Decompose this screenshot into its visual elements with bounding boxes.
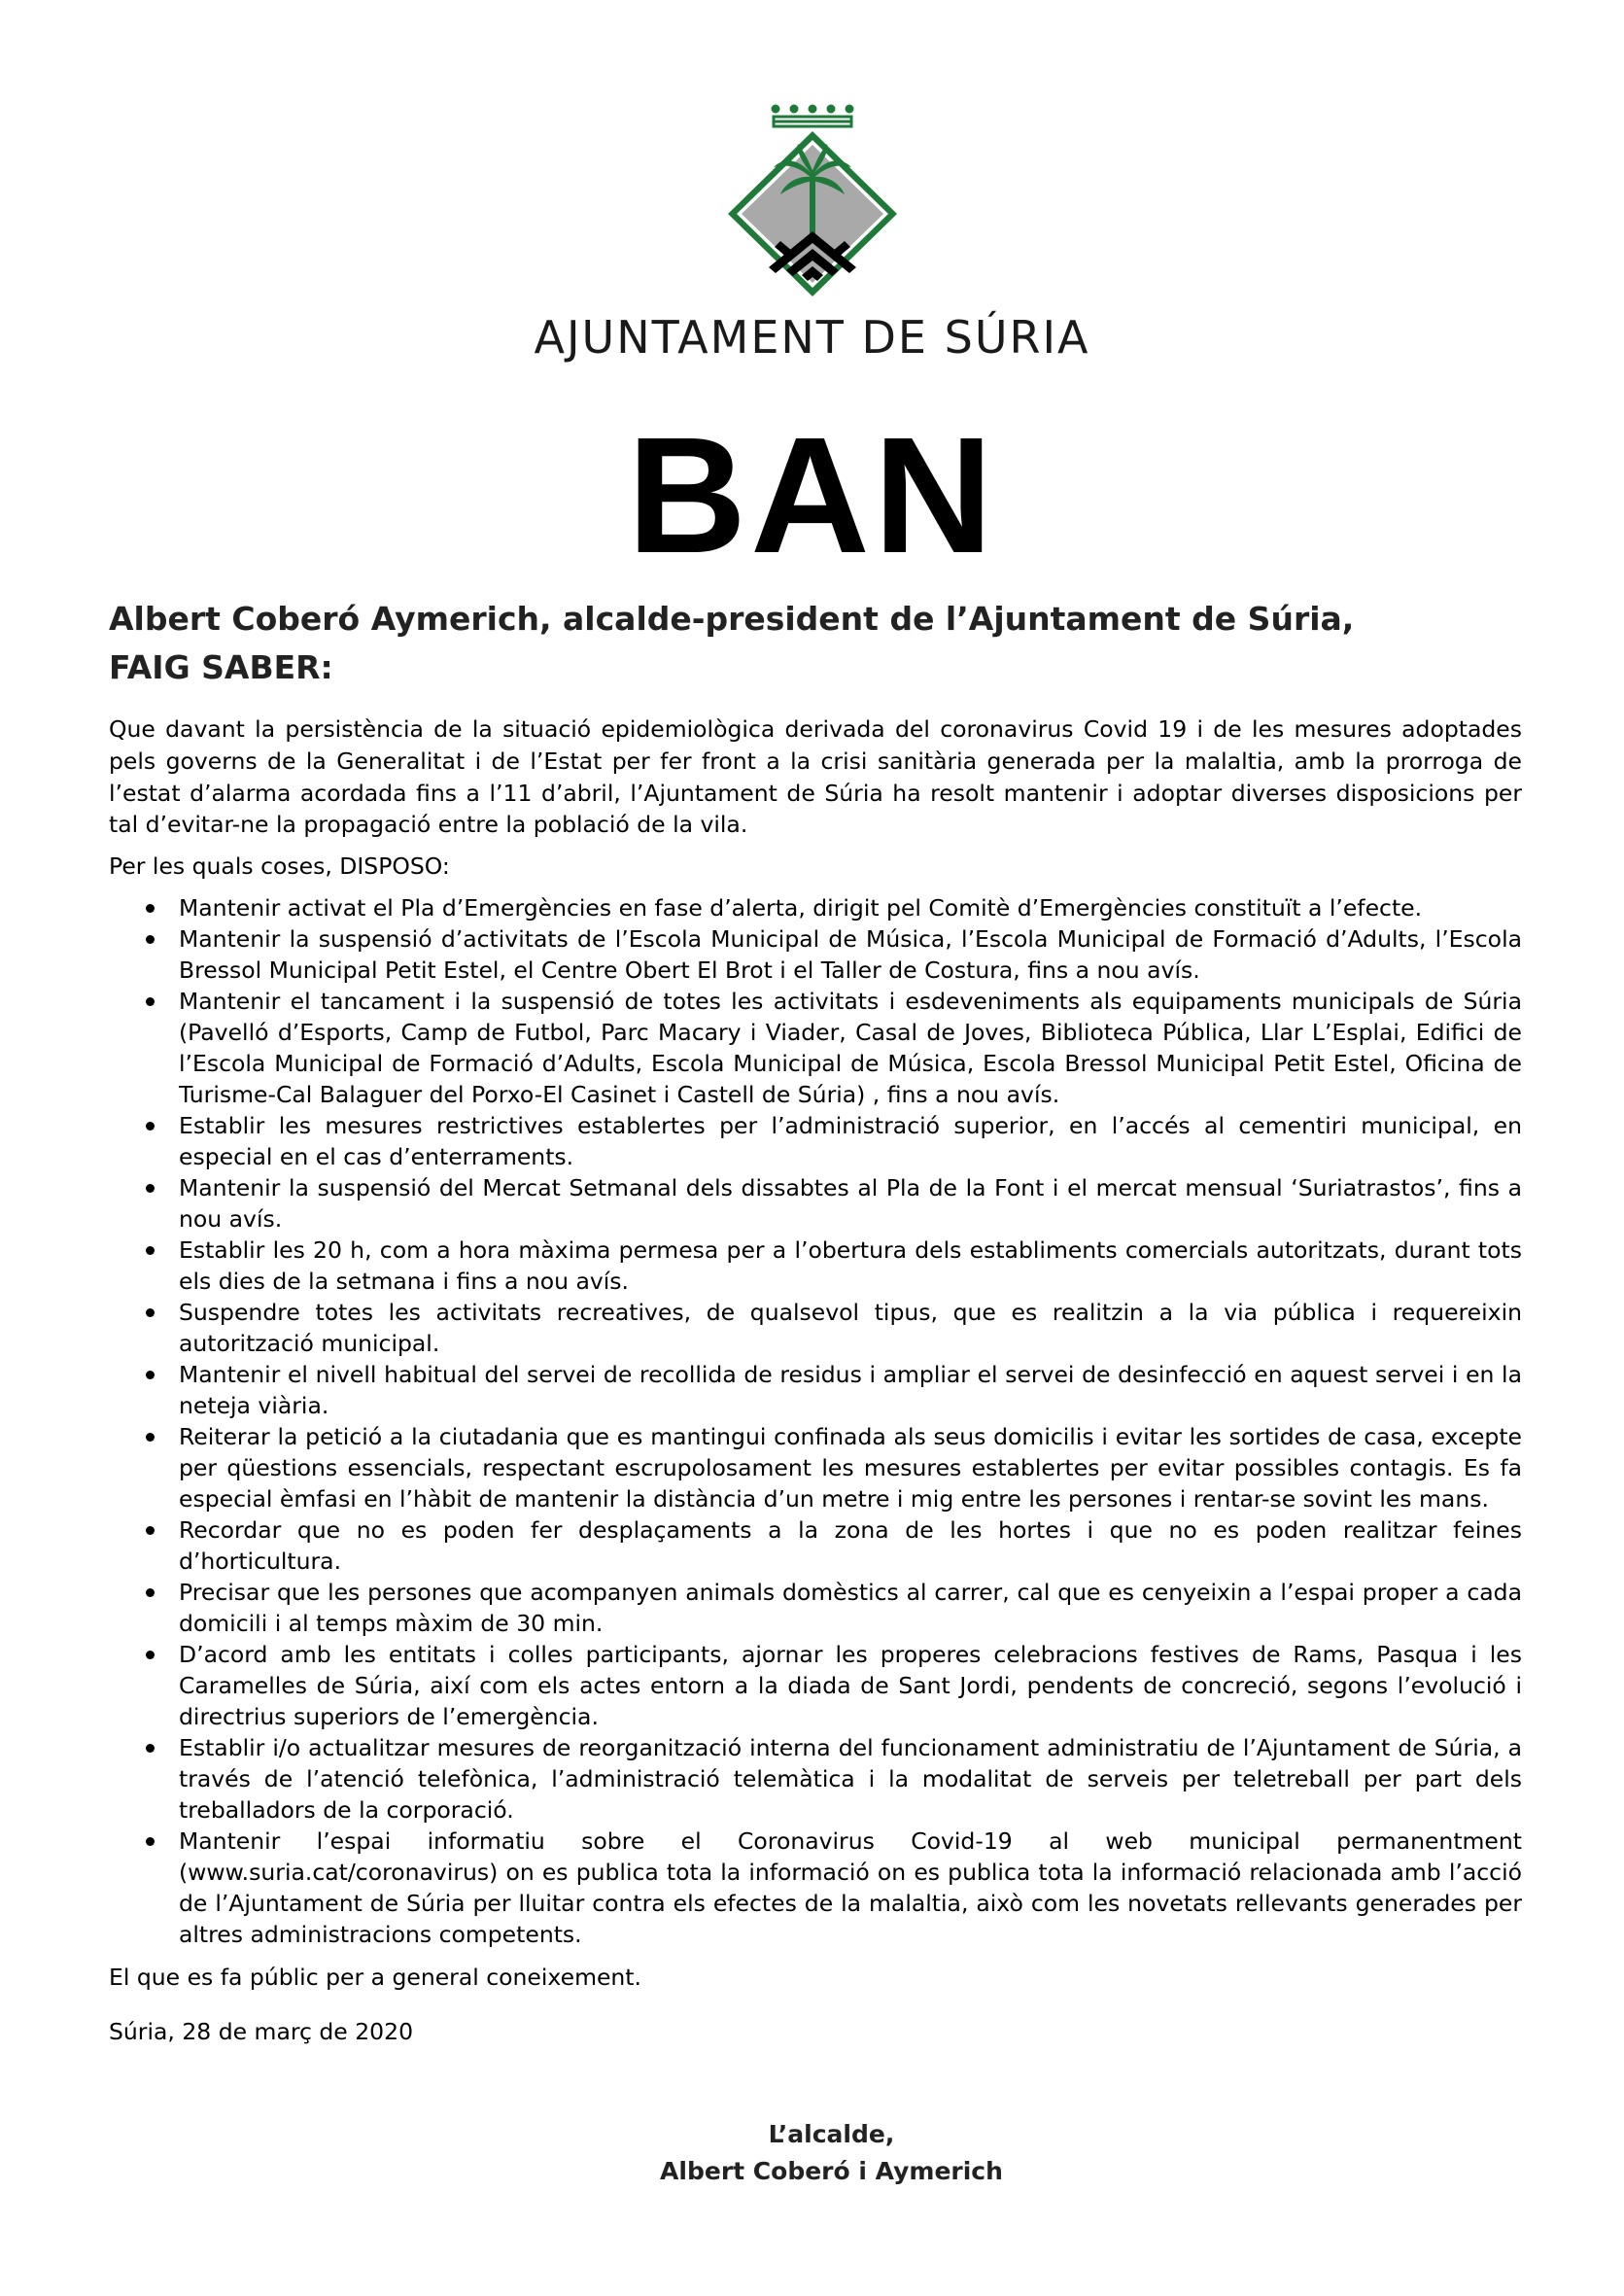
ajuntament-suria-coat-of-arms-icon [720, 97, 905, 301]
bullet-icon [146, 1588, 155, 1597]
measure-text: Recordar que no es poden fer desplaçaments a la zona de les hortes i que no es poden realitzar feines d’horticultura. [179, 1515, 1522, 1575]
list-item [109, 1577, 1522, 1639]
list-item [109, 1110, 1522, 1172]
signature-role: L’alcalde, [768, 2120, 895, 2148]
measure-text: Mantenir la suspensió del Mercat Setmanal dels dissabtes al Pla de la Font i el mercat mensual ‘Suriatrastos’, fins a nou avís. [179, 1173, 1522, 1233]
bullet-icon [146, 1122, 155, 1131]
intro-paragraph: Que davant la persistència de la situació epidemiològica derivada del coronavirus Covid 19 i de les mesures adoptades pels governs de la Generalitat i de l’Estat per fer front a la crisi sanitària generada per la malaltia, amb la prorroga de l’estat d’alarma acordada fins a l’11 d’abril, l’Ajuntament de Súria ha resolt mantenir i adoptar diverses disposicions per tal d’evitar-ne la propagació entre la població de la vila. [109, 715, 1522, 839]
logo [0, 97, 1624, 301]
bullet-icon [146, 1246, 155, 1255]
list-item [109, 1297, 1522, 1359]
document-title: BAN [627, 403, 997, 588]
organization-name: AJUNTAMENT DE SÚRIA [534, 311, 1090, 364]
bullet-icon [146, 1308, 155, 1317]
measure-text: Precisar que les persones que acompanyen animals domèstics al carrer, cal que es cenyeixin a l’espai proper a cada domicili i al temps màxim de 30 min. [179, 1578, 1522, 1637]
document-date: Súria, 28 de març de 2020 [109, 2017, 414, 2045]
list-item [109, 923, 1522, 986]
signature-name: Albert Coberó i Aymerich [660, 2157, 1003, 2185]
bullet-icon [146, 1433, 155, 1442]
measure-text: Establir les mesures restrictives establertes per l’administració superior, en l’accés al cementiri municipal, en especial en el cas d’enterraments. [179, 1111, 1522, 1170]
document-body [109, 595, 1522, 2047]
list-item [109, 1359, 1522, 1421]
bullet-icon [146, 1184, 155, 1193]
bullet-icon [146, 1837, 155, 1846]
bullet-icon [146, 904, 155, 913]
list-item [109, 986, 1522, 1110]
bullet-icon [146, 997, 155, 1006]
measure-text: Suspendre totes les activitats recreatives, de qualsevol tipus, que es realitzin a la via pública i requereixin autorització municipal. [179, 1298, 1522, 1357]
list-item [109, 1235, 1522, 1297]
measure-text: Mantenir activat el Pla d’Emergències en fase d’alerta, dirigit pel Comitè d’Emergències constituït a l’efecte. [179, 893, 1423, 922]
list-item [109, 1421, 1522, 1514]
measure-text: Mantenir el nivell habitual del servei de recollida de residus i ampliar el servei de desinfecció en aquest servei i en la neteja viària. [179, 1360, 1522, 1419]
measure-text: D’acord amb les entitats i colles participants, ajornar les properes celebracions festives de Rams, Pasqua i les Caramelles de Súria, així com els actes entorn a la diada de Sant Jordi, pendents de concreció, segons l’evolució i directrius superiors de l’emergència. [179, 1640, 1522, 1730]
measure-text: Mantenir l’espai informatiu sobre el Coronavirus Covid-19 al web municipal permanentment (www.suria.cat/coronavirus) on es publica tota la informació on es publica tota la informació relacionada amb l’acció de l’Ajuntament de Súria per lluitar contra els efectes de la malaltia, això com les novetats rellevants generades per altres administracions competents. [179, 1826, 1522, 1948]
closing-line: El que es fa públic per a general coneixement. [109, 1963, 641, 1991]
measure-text: Mantenir el tancament i la suspensió de totes les activitats i esdeveniments als equipaments municipals de Súria (Pavelló d’Esports, Camp de Futbol, Parc Macary i Viader, Casal de Joves, Biblioteca Pública, Llar L’Esplai, Edifici de l’Escola Municipal de Formació d’Adults, Escola Municipal de Música, Escola Bressol Municipal Petit Estel, Oficina de Turisme-Cal Balaguer del Porxo-El Casinet i Castell de Súria) , fins a nou avís. [179, 987, 1522, 1108]
measure-text: Establir les 20 h, com a hora màxima permesa per a l’obertura dels establiments comercials autoritzats, durant tots els dies de la setmana i fins a nou avís. [179, 1235, 1522, 1295]
bullet-icon [146, 1371, 155, 1379]
bullet-icon [146, 935, 155, 944]
list-item [109, 1172, 1522, 1235]
list-item [109, 1826, 1522, 1950]
bullet-icon [146, 1526, 155, 1535]
list-item [109, 1514, 1522, 1577]
bullet-icon [146, 1744, 155, 1753]
mayor-heading: Albert Coberó Aymerich, alcalde-president de l’Ajuntament de Súria, [109, 600, 1355, 638]
bullet-icon [146, 1651, 155, 1659]
list-item [109, 1732, 1522, 1826]
measure-text: Reiterar la petició a la ciutadania que es mantingui confinada als seus domicilis i evitar les sortides de casa, excepte per qüestions essencials, respectant escrupolosament les mesures establertes per evitar possibles contagis. Es fa especial èmfasi en l’hàbit de mantenir la distància d’un metre i mig entre les persones i rentar-se sovint les mans. [179, 1422, 1522, 1513]
faig-saber-heading: FAIG SABER: [109, 648, 333, 686]
measure-text: Establir i/o actualitzar mesures de reorganització interna del funcionament administratiu de l’Ajuntament de Súria, a través de l’atenció telefònica, l’administració telemàtica i la modalitat de serveis per teletreball per part dels treballadors de la corporació. [179, 1733, 1522, 1824]
list-item [109, 892, 1522, 923]
measure-text: Mantenir la suspensió d’activitats de l’Escola Municipal de Música, l’Escola Municipal de Formació d’Adults, l’Escola Bressol Municipal Petit Estel, el Centre Obert El Brot i el Taller de Costura, fins a nou avís. [179, 924, 1522, 984]
list-item [109, 1639, 1522, 1732]
measures-list [109, 892, 1522, 1950]
disposo-line: Per les quals coses, DISPOSO: [109, 852, 450, 881]
signature-block [0, 2116, 1624, 2190]
